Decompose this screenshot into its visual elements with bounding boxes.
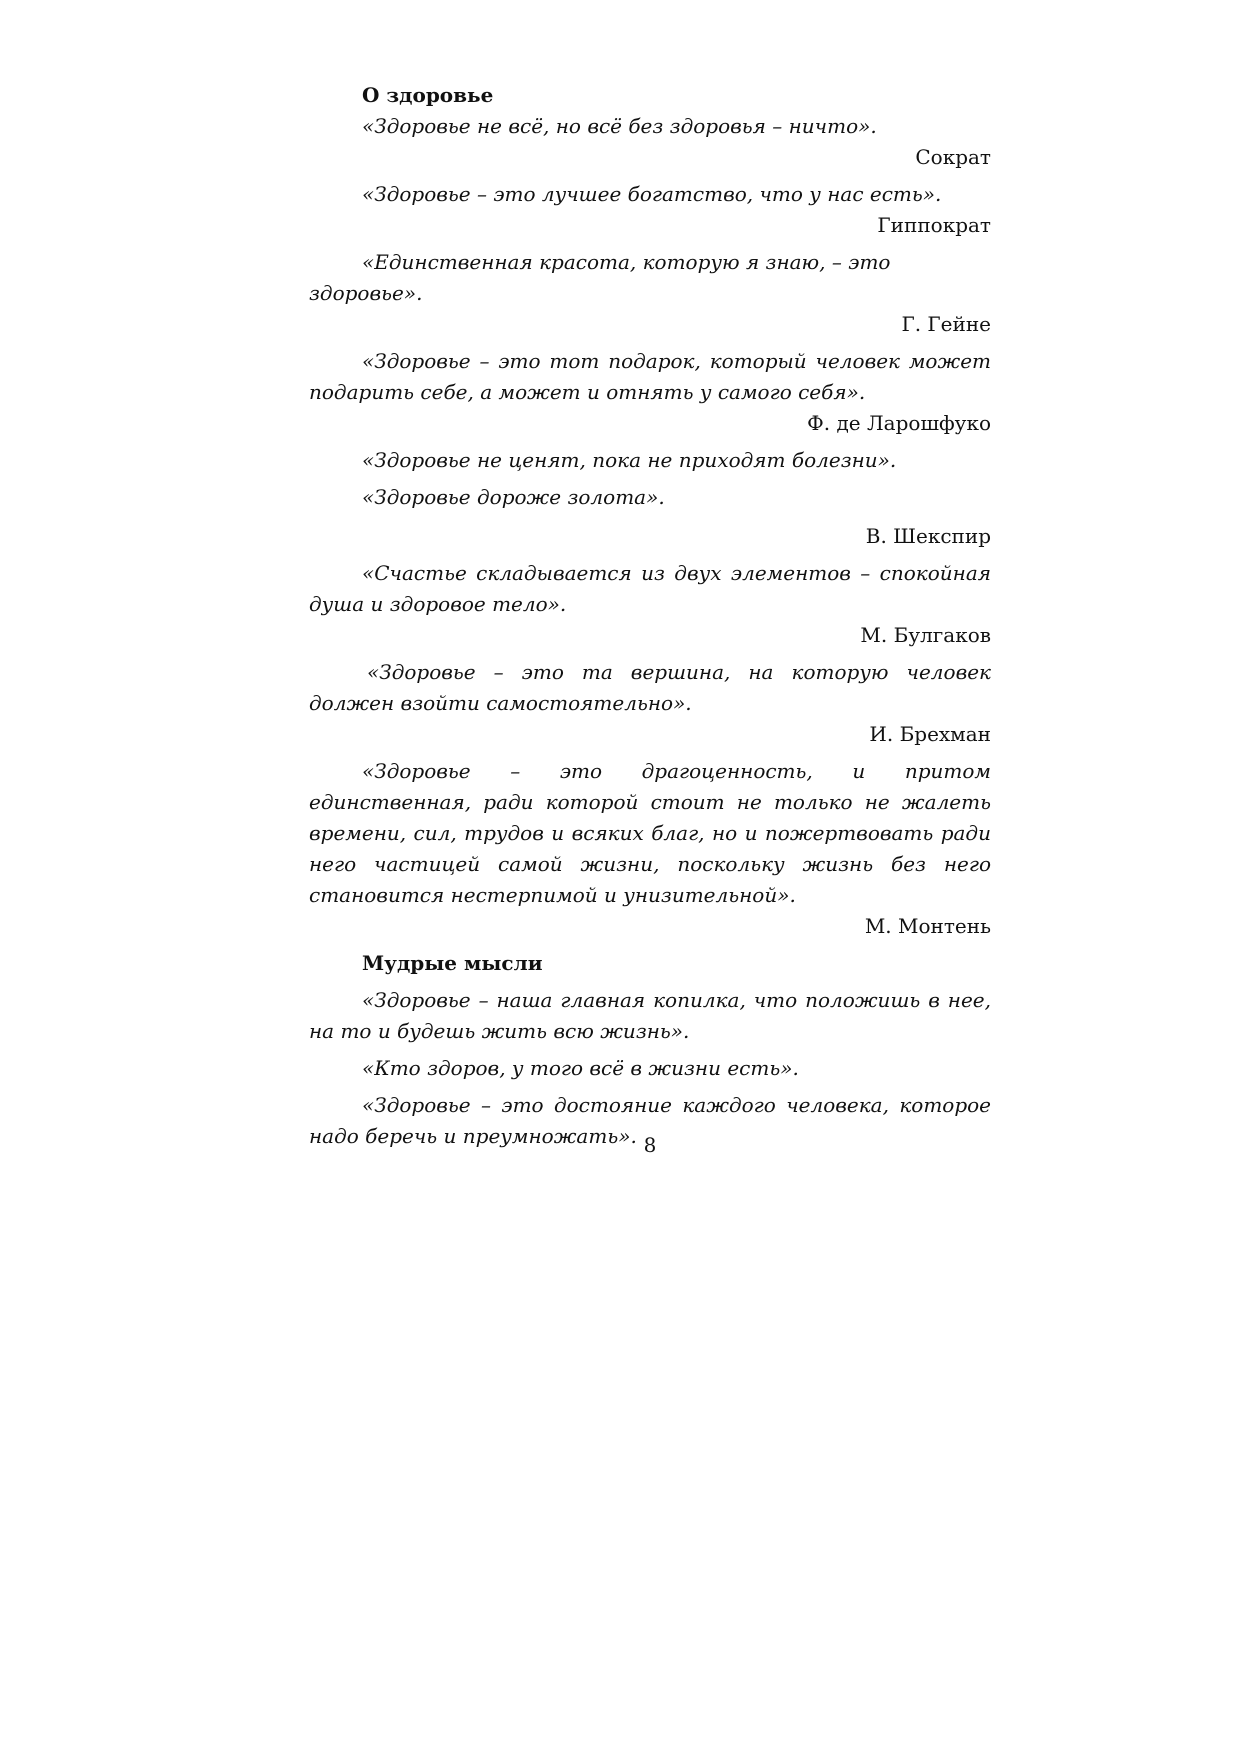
page-content — [309, 80, 991, 1152]
quote-text: «Здоровье – это та вершина, на которую человек должен взойти самостоятельно». — [309, 660, 991, 715]
quote-text: «Единственная красота, которую я знаю, – это здоровье». — [309, 250, 891, 305]
section-heading-wise-thoughts: Мудрые мысли — [362, 951, 543, 975]
section-heading-health: О здоровье — [362, 83, 494, 107]
quote-text: «Здоровье не ценят, пока не приходят болезни». — [362, 448, 897, 472]
quote-text: «Здоровье – это тот подарок, который человек может подарить себе, а может и отнять у самого себя». — [309, 349, 991, 404]
quote-author: Сократ — [915, 145, 991, 169]
quote-author: И. Брехман — [869, 722, 991, 746]
quote-author: М. Булгаков — [860, 623, 991, 647]
quote-text: «Здоровье – это драгоценность, и притом единственная, ради которой стоит не только не жалеть времени, сил, трудов и всяких благ, но и пожертвовать ради него частицей самой жизни, поскольку жизнь без него становится нестерпимой и унизительной». — [309, 759, 991, 907]
quote-text: «Здоровье дороже золота». — [362, 485, 665, 509]
quote-author: В. Шекспир — [865, 524, 991, 548]
quote-author: М. Монтень — [864, 914, 991, 938]
quote-text: «Счастье складывается из двух элементов – спокойная душа и здоровое тело». — [309, 561, 991, 616]
quote-author: Ф. де Ларошфуко — [807, 411, 991, 435]
quote-text: «Здоровье не всё, но всё без здоровья – ничто». — [362, 114, 877, 138]
page-number: 8 — [643, 1133, 657, 1157]
quote-text: «Здоровье – наша главная копилка, что положишь в нее, на то и будешь жить всю жизнь». — [309, 988, 991, 1043]
quote-text: «Кто здоров, у того всё в жизни есть». — [362, 1056, 799, 1080]
quote-author: Г. Гейне — [901, 312, 991, 336]
quote-text: «Здоровье – это лучшее богатство, что у нас есть». — [362, 182, 942, 206]
quote-text: «Здоровье – это достояние каждого человека, которое надо беречь и преумножать». — [309, 1093, 991, 1148]
quote-author: Гиппократ — [877, 213, 991, 237]
